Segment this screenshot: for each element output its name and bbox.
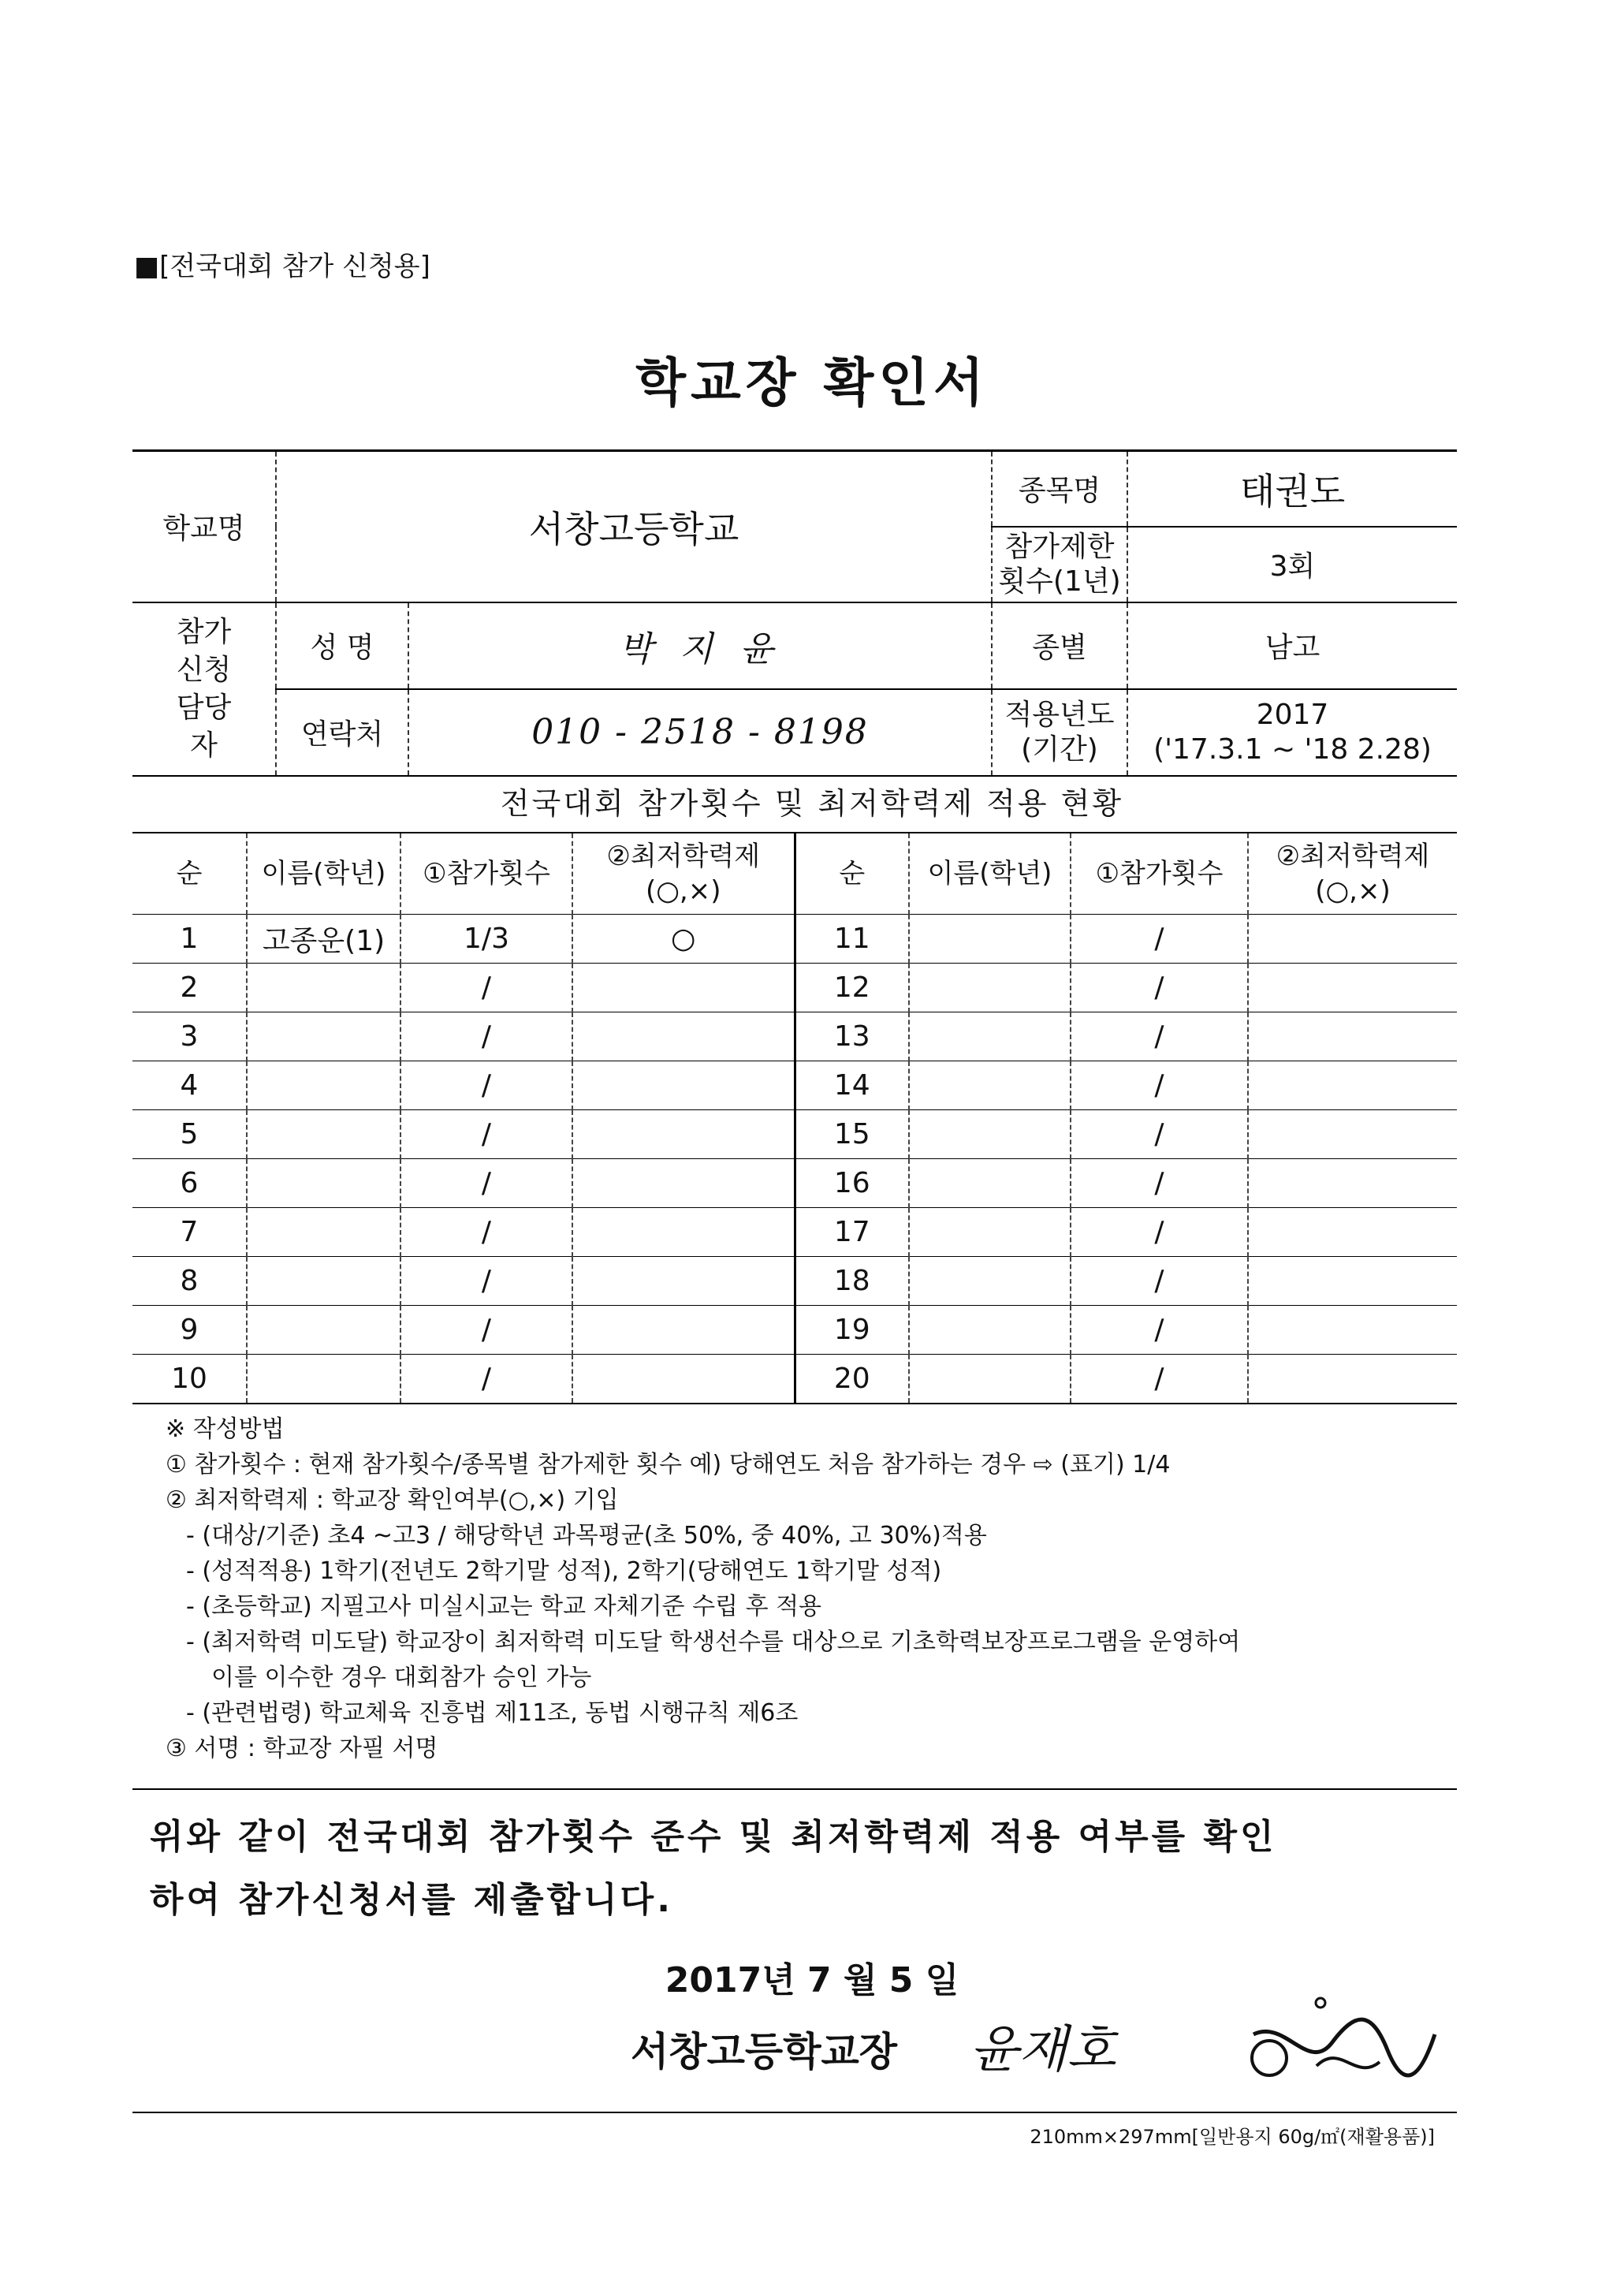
header-min: ②최저학력제 (○,×)	[1248, 833, 1457, 915]
guide-line: - (성적적용) 1학기(전년도 2학기말 성적), 2학기(당해연도 1학기말 성적)	[186, 1557, 942, 1585]
guide-line: - (대상/기준) 초4 ~고3 / 해당학년 과목평균(초 50%, 중 40%, 고 30%)적용	[186, 1522, 987, 1549]
guide-line: ② 최저학력제 : 학교장 확인여부(○,×) 기입	[166, 1486, 619, 1514]
school-label: 학교명	[132, 451, 276, 602]
cell-no: 19	[795, 1306, 909, 1355]
cell-count: 1/3	[400, 915, 572, 964]
cell-no: 3	[132, 1012, 247, 1061]
cell-min	[1248, 1061, 1457, 1110]
cell-name	[909, 915, 1071, 964]
cell-no: 7	[132, 1208, 247, 1257]
cell-min	[1248, 1012, 1457, 1061]
cell-no: 5	[132, 1110, 247, 1159]
header-count: ①참가횟수	[1071, 833, 1248, 915]
status-header-row	[132, 833, 1457, 915]
contact-label: 연락처	[276, 689, 408, 776]
cell-name	[247, 1159, 400, 1208]
cell-name	[247, 1110, 400, 1159]
cell-no: 15	[795, 1110, 909, 1159]
cell-min	[1248, 1110, 1457, 1159]
header-name: 이름(학년)	[909, 833, 1071, 915]
cell-count: /	[1071, 1257, 1248, 1306]
table-row	[132, 1012, 1457, 1061]
cell-count: /	[400, 964, 572, 1012]
cell-count: /	[1071, 1159, 1248, 1208]
cell-min	[1248, 1159, 1457, 1208]
year-label: 적용년도 (기간)	[992, 689, 1127, 776]
seal-signature-icon	[1238, 1987, 1443, 2105]
cell-count: /	[400, 1159, 572, 1208]
event-value: 태권도	[1127, 451, 1457, 527]
cell-count: /	[400, 1208, 572, 1257]
applicant-label: 참가 신청 담당자	[132, 602, 276, 776]
page-title: 학교장 확인서	[635, 352, 989, 413]
header-count: ①참가횟수	[400, 833, 572, 915]
event-label: 종목명	[992, 451, 1127, 527]
cell-min	[1248, 964, 1457, 1012]
guide-heading: ※ 작성방법	[166, 1415, 285, 1443]
document-label: ■[전국대회 참가 신청용]	[134, 251, 430, 282]
cell-count: /	[1071, 1110, 1248, 1159]
cell-no: 12	[795, 964, 909, 1012]
cell-name	[247, 1061, 400, 1110]
principal-title: 서창고등학교장	[631, 2029, 898, 2075]
cell-name	[247, 1257, 400, 1306]
cell-name	[909, 1159, 1071, 1208]
date: 2017년 7 월 5 일	[665, 1960, 959, 2000]
guide-line: - (최저학력 미도달) 학교장이 최저학력 미도달 학생선수를 대상으로 기초학력보장프로그램을 운영하여	[186, 1628, 1241, 1656]
table-row	[132, 915, 1457, 964]
cell-count: /	[1071, 915, 1248, 964]
limit-value: 3회	[1127, 527, 1457, 602]
cell-min	[1248, 1355, 1457, 1404]
writing-guide	[166, 1411, 1458, 1766]
cell-name	[247, 1012, 400, 1061]
cell-min	[572, 1257, 795, 1306]
year-value: 2017	[1256, 698, 1329, 731]
cell-no: 11	[795, 915, 909, 964]
cell-name	[909, 1257, 1071, 1306]
cell-name: 고종운(1)	[247, 915, 400, 964]
header-no: 순	[795, 833, 909, 915]
status-title: 전국대회 참가횟수 및 최저학력제 적용 현황	[500, 786, 1124, 821]
cell-count: /	[1071, 1208, 1248, 1257]
cell-no: 13	[795, 1012, 909, 1061]
cell-name	[909, 1208, 1071, 1257]
paper-spec: 210mm×297mm[일반용지 60g/㎡(재활용품)]	[1030, 2126, 1435, 2148]
name-label: 성 명	[276, 602, 408, 689]
cell-name	[247, 1306, 400, 1355]
divider	[132, 1788, 1457, 1790]
guide-line: 이를 이수한 경우 대회참가 승인 가능	[211, 1664, 592, 1691]
cell-count: /	[1071, 1355, 1248, 1404]
cell-count: /	[1071, 1306, 1248, 1355]
guide-line: ③ 서명 : 학교장 자필 서명	[166, 1735, 438, 1762]
cell-min	[572, 1159, 795, 1208]
cell-no: 8	[132, 1257, 247, 1306]
cell-count: /	[400, 1257, 572, 1306]
bottom-divider	[132, 2112, 1457, 2113]
header-no: 순	[132, 833, 247, 915]
cell-min	[1248, 915, 1457, 964]
cell-min	[572, 1110, 795, 1159]
school-value: 서창고등학교	[276, 451, 992, 602]
cell-no: 6	[132, 1159, 247, 1208]
cell-name	[909, 1061, 1071, 1110]
cell-min	[572, 1355, 795, 1404]
cell-min	[1248, 1208, 1457, 1257]
header-min: ②최저학력제 (○,×)	[572, 833, 795, 915]
cell-no: 17	[795, 1208, 909, 1257]
cell-name	[247, 1208, 400, 1257]
table-row	[132, 1110, 1457, 1159]
cell-no: 4	[132, 1061, 247, 1110]
contact-value: 010 - 2518 - 8198	[408, 689, 992, 776]
cell-name	[909, 964, 1071, 1012]
cell-name	[909, 1110, 1071, 1159]
table-row	[132, 1061, 1457, 1110]
guide-line: ① 참가횟수 : 현재 참가횟수/종목별 참가제한 횟수 예) 당해연도 처음 참가하는 경우 ⇨ (표기) 1/4	[166, 1451, 1171, 1478]
cell-min	[1248, 1306, 1457, 1355]
table-row	[132, 1208, 1457, 1257]
cell-no: 18	[795, 1257, 909, 1306]
status-body	[132, 915, 1457, 1404]
cell-name	[247, 964, 400, 1012]
cell-name	[909, 1306, 1071, 1355]
cell-min	[572, 1061, 795, 1110]
cell-count: /	[400, 1012, 572, 1061]
cell-min: ○	[572, 915, 795, 964]
table-row	[132, 1355, 1457, 1404]
cell-no: 2	[132, 964, 247, 1012]
cell-count: /	[400, 1306, 572, 1355]
cell-no: 20	[795, 1355, 909, 1404]
cell-count: /	[400, 1110, 572, 1159]
cell-min	[1248, 1257, 1457, 1306]
guide-line: - (관련법령) 학교체육 진흥법 제11조, 동법 시행규칙 제6조	[186, 1699, 799, 1727]
status-table	[132, 832, 1457, 1404]
cell-name	[909, 1355, 1071, 1404]
table-row	[132, 964, 1457, 1012]
table-row	[132, 1257, 1457, 1306]
header-name: 이름(학년)	[247, 833, 400, 915]
cell-name	[909, 1012, 1071, 1061]
cell-no: 10	[132, 1355, 247, 1404]
cell-no: 1	[132, 915, 247, 964]
guide-line: - (초등학교) 지필고사 미실시교는 학교 자체기준 수립 후 적용	[186, 1593, 822, 1620]
cell-min	[572, 964, 795, 1012]
info-table	[132, 449, 1457, 777]
limit-label: 참가제한 횟수(1년)	[992, 527, 1127, 602]
cell-name	[247, 1355, 400, 1404]
cell-count: /	[1071, 964, 1248, 1012]
cell-count: /	[1071, 1061, 1248, 1110]
year-cell	[1127, 689, 1457, 776]
signature: 윤재호	[970, 2021, 1116, 2079]
cell-min	[572, 1012, 795, 1061]
name-value: 박 지 윤	[408, 602, 992, 689]
cell-count: /	[1071, 1012, 1248, 1061]
cell-count: /	[400, 1061, 572, 1110]
cell-no: 9	[132, 1306, 247, 1355]
period-value: ('17.3.1 ~ '18 2.28)	[1153, 733, 1432, 766]
cell-count: /	[400, 1355, 572, 1404]
cell-min	[572, 1208, 795, 1257]
table-row	[132, 1159, 1457, 1208]
gender-label: 종별	[992, 602, 1127, 689]
cell-min	[572, 1306, 795, 1355]
cell-no: 14	[795, 1061, 909, 1110]
cell-no: 16	[795, 1159, 909, 1208]
gender-value: 남고	[1127, 602, 1457, 689]
closing-statement: 위와 같이 전국대회 참가횟수 준수 및 최저학력제 적용 여부를 확인 하여 참가신청서를 제출합니다.	[150, 1817, 1277, 1920]
table-row	[132, 1306, 1457, 1355]
